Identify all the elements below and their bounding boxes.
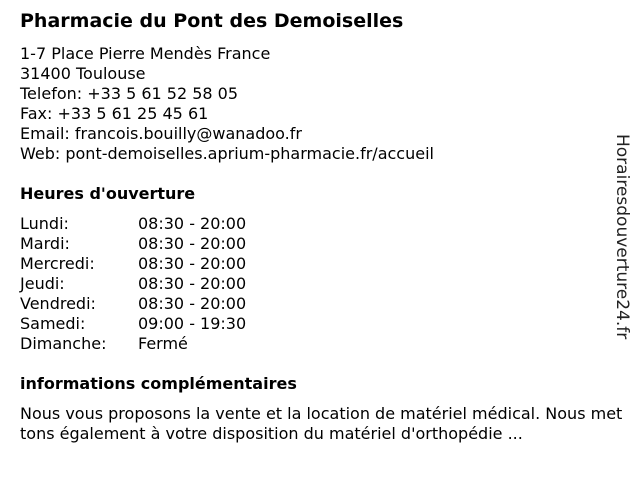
pharmacy-name: Pharmacie du Pont des Demoiselles [20,10,404,32]
hours-day: Samedi: [20,314,86,333]
address-line-1: 1-7 Place Pierre Mendès France [20,44,271,63]
opening-hours-heading: Heures d'ouverture [20,184,196,203]
hours-row-wednesday [20,254,246,274]
hours-row-monday [20,214,246,234]
contact-block [20,44,434,164]
hours-row-friday [20,294,246,314]
additional-info-heading: informations complémentaires [20,374,297,393]
hours-day: Mardi: [20,234,70,253]
hours-time: Fermé [138,334,188,353]
phone-number: Telefon: +33 5 61 52 58 05 [20,84,239,103]
website-url: Web: pont-demoiselles.aprium-pharmacie.fr/accueil [20,144,434,163]
hours-row-saturday [20,314,246,334]
hours-time: 08:30 - 20:00 [138,214,247,233]
hours-day: Vendredi: [20,294,96,313]
hours-day: Mercredi: [20,254,95,273]
address-line-2: 31400 Toulouse [20,64,146,83]
hours-time: 08:30 - 20:00 [138,274,247,293]
opening-hours-table [20,214,246,354]
hours-time: 09:00 - 19:30 [138,314,247,333]
email-address: Email: francois.bouilly@wanadoo.fr [20,124,302,143]
hours-row-tuesday [20,234,246,254]
hours-time: 08:30 - 20:00 [138,294,247,313]
hours-row-sunday [20,334,246,354]
hours-day: Lundi: [20,214,69,233]
hours-day: Dimanche: [20,334,107,353]
hours-time: 08:30 - 20:00 [138,234,247,253]
additional-info-text: Nous vous proposons la vente et la location de matériel médical. Nous mettons également à votre disposition du matériel d'orthopédie ... [20,404,623,443]
hours-day: Jeudi: [20,274,65,293]
fax-number: Fax: +33 5 61 25 45 61 [20,104,209,123]
hours-row-thursday [20,274,246,294]
site-watermark: Horairesdouverture24.fr [612,134,632,340]
hours-time: 08:30 - 20:00 [138,254,247,273]
